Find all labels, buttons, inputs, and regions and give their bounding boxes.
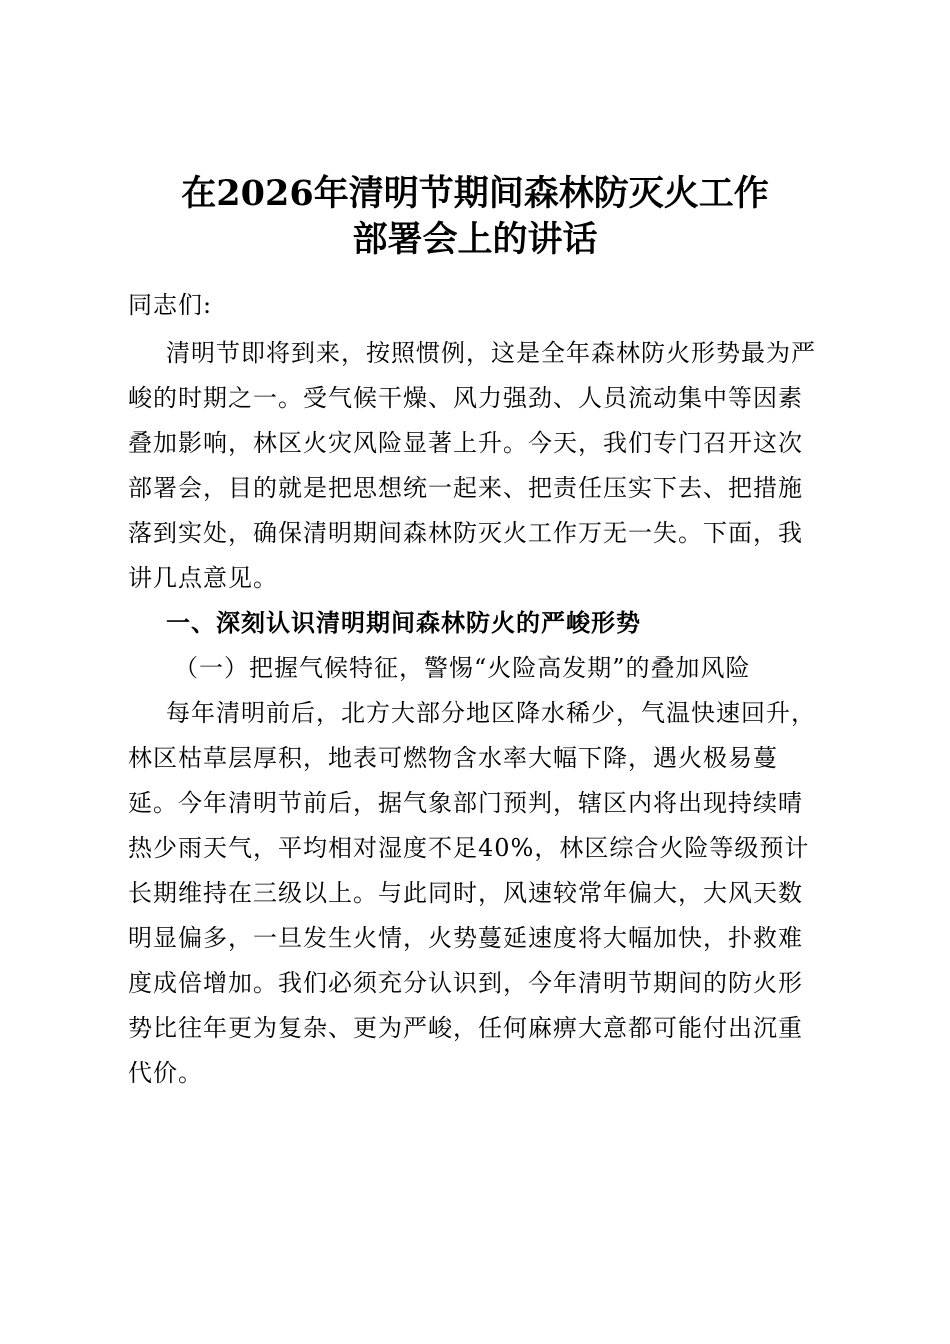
salutation: 同志们:	[128, 291, 213, 319]
document-title-line-2: 部署会上的讲话	[352, 219, 598, 260]
section-heading-1: 一、深刻认识清明期间森林防火的严峻形势	[166, 608, 641, 637]
paragraph-1-line: 叠加影响，林区火灾风险显著上升。今天，我们专门召开这次	[128, 429, 803, 457]
paragraph-2-line: 林区枯草层厚积，地表可燃物含水率大幅下降，遇火极易蔓	[128, 744, 778, 772]
paragraph-2-line: 势比往年更为复杂、更为严峻，任何麻痹大意都可能付出沉重	[128, 1014, 803, 1042]
document-title-line-1: 在2026年清明节期间森林防灭火工作	[181, 173, 769, 214]
paragraph-1-line: 部署会，目的就是把思想统一起来、把责任压实下去、把措施	[128, 474, 803, 502]
paragraph-2-line: 热少雨天气，平均相对湿度不足40%，林区综合火险等级预计	[128, 834, 810, 862]
paragraph-1-line: 讲几点意见。	[128, 564, 278, 592]
paragraph-2-line: 明显偏多，一旦发生火情，火势蔓延速度将大幅加快，扑救难	[128, 924, 803, 952]
paragraph-2-line: 每年清明前后，北方大部分地区降水稀少，气温快速回升，	[166, 699, 816, 727]
subheading-1: （一）把握气候特征，警惕“火险高发期”的叠加风险	[174, 654, 751, 682]
paragraph-1-line: 峻的时期之一。受气候干燥、风力强劲、人员流动集中等因素	[128, 384, 803, 412]
paragraph-2-line: 度成倍增加。我们必须充分认识到，今年清明节期间的防火形	[128, 969, 803, 997]
paragraph-2-line: 延。今年清明节前后，据气象部门预判，辖区内将出现持续晴	[128, 789, 803, 817]
paragraph-2-line: 代价。	[128, 1059, 203, 1087]
paragraph-1-line: 落到实处，确保清明期间森林防灭火工作万无一失。下面，我	[128, 519, 803, 547]
paragraph-1-line: 清明节即将到来，按照惯例，这是全年森林防火形势最为严	[166, 339, 816, 367]
paragraph-2-line: 长期维持在三级以上。与此同时，风速较常年偏大，大风天数	[128, 879, 803, 907]
